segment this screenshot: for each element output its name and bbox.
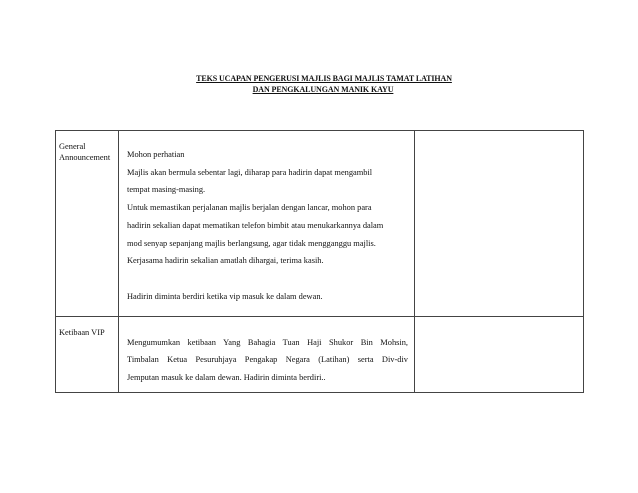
segment-text-cell [119,316,415,393]
paragraph-gap [127,270,408,288]
notes-cell [415,131,584,317]
text-line: mod senyap sepanjang majlis berlangsung, agar tidak mengganggu majlis. [127,238,376,248]
text-line: Hadirin diminta berdiri ketika vip masuk ke dalam dewan. [127,291,323,301]
text-line: Mohon perhatian [127,150,185,159]
text-line: Jemputan masuk ke dalam dewan. Hadirin diminta berdiri.. [127,372,326,382]
document-title [0,73,638,95]
segment-label: General [59,142,86,151]
segment-label-cell [56,316,119,393]
segment-text-cell [119,131,415,317]
text-line: hadirin sekalian dapat mematikan telefon bimbit atau menukarkannya dalam [127,220,384,230]
title-line-2: DAN PENGKALUNGAN MANIK KAYU [252,85,394,94]
title-line-1: TEKS UCAPAN PENGERUSI MAJLIS BAGI MAJLIS TAMAT LATIHAN [196,74,452,83]
script-table [55,130,584,393]
text-line: Mengumumkan ketibaan Yang Bahagia Tuan Haji Shukor Bin Mohsin, [127,337,408,347]
text-line: Kerjasama hadirin sekalian amatlah dihargai, terima kasih. [127,256,324,266]
text-line: Majlis akan bermula sebentar lagi, diharap para hadirin dapat mengambil [127,167,373,177]
text-line: tempat masing-masing. [127,185,206,195]
text-line: Timbalan Ketua Pesuruhjaya Pengakap Negara (Latihan) serta Div-div [127,355,408,365]
segment-label-cell [56,131,119,317]
text-line: Untuk memastikan perjalanan majlis berjalan dengan lancar, mohon para [127,203,372,213]
table-row [56,131,584,317]
table-row [56,316,584,393]
segment-label: Announcement [59,153,111,162]
segment-label: Ketibaan VIP [59,327,105,337]
notes-cell [415,316,584,393]
